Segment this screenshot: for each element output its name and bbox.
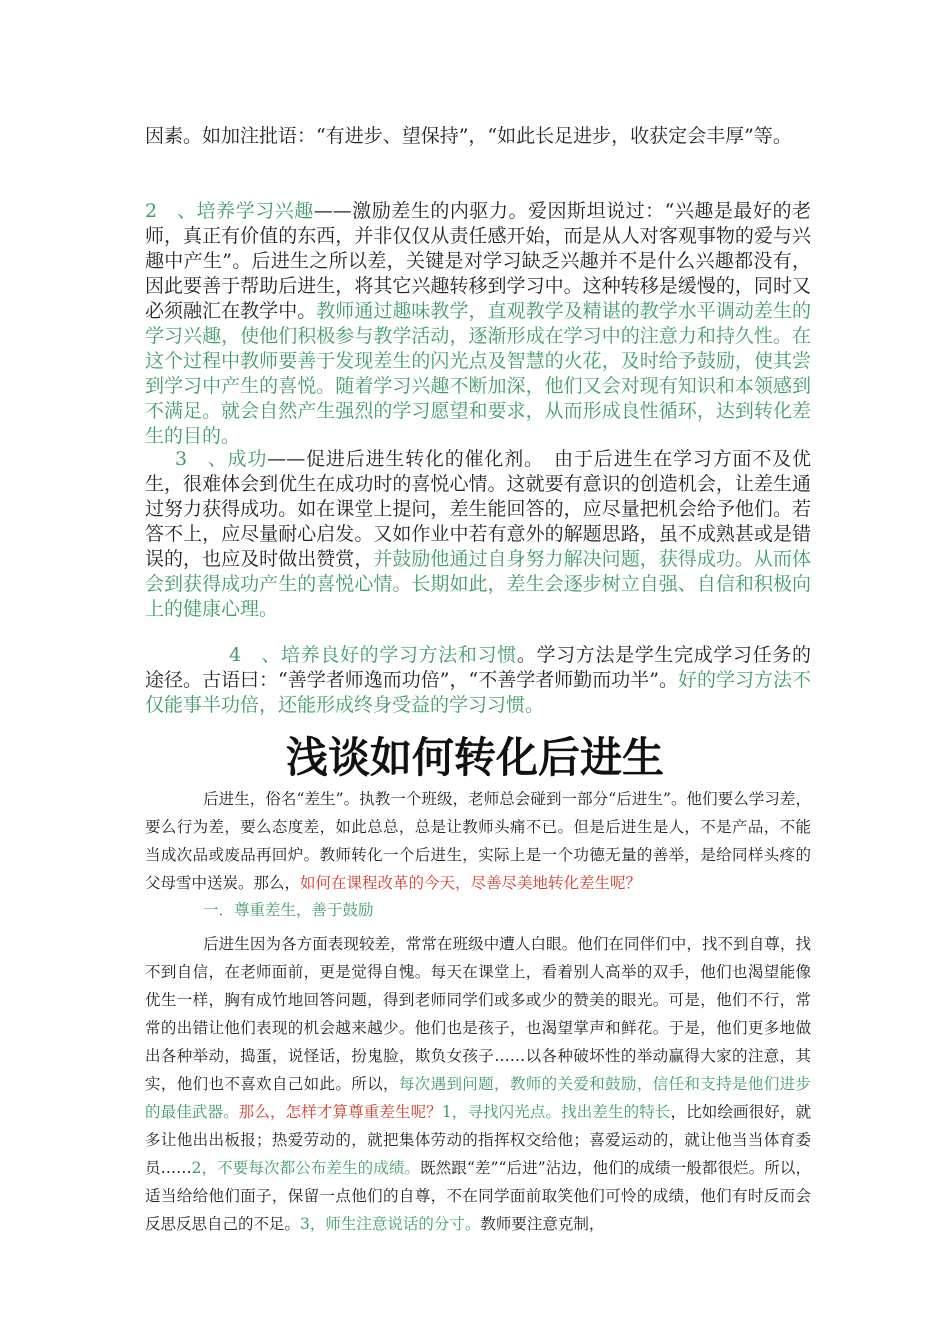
body-point-1: 1，寻找闪光点。找出差生的特长 — [441, 1103, 671, 1121]
body-text-4: 教师要注意克制， — [480, 1215, 605, 1233]
article-title: 浅谈如何转化后进生 — [285, 733, 664, 782]
paragraph-top-text: 因素。如加注批语：“有进步、望保持”，“如此长足进步，收获定会丰厚”等。 — [145, 125, 792, 147]
section-1-heading — [145, 896, 811, 924]
body-text-2: ，比如绘画很好，就多让他出出板报；热爱劳动的，就把集体劳动的指挥权交给他；喜爱运动的，就让他当当体育委员…… — [145, 1103, 811, 1177]
paragraph-4-heading: 培养良好的学习方法和习惯 — [281, 644, 517, 666]
body-text-3: 既然跟“差”“后进”沾边，他们的成绩一般都很烂。所以，适当给给他们面子，保留一点他们的自尊，不在同学面前取笑他们可怜的成绩，他们有时反而会反思反思自己的不足。 — [145, 1159, 811, 1233]
paragraph-2-text: ——激励差生的内驱力。爱因斯坦说过：“兴趣是最好的老师，真正有价值的东西，并非仅仅从责任感开始，而是从人对客观事物的爱与兴趣中产生”。后进生之所以差，关键是对学习缺乏兴趣并不是什么兴趣都没有，因此要善于帮助后进生，将其它兴趣转移到学习中。这种转移是缓慢的，同时又必须融汇在教学中。 — [145, 200, 811, 322]
body-point-3: 3，师生注意说话的分寸。 — [300, 1215, 481, 1233]
section-1-heading-text: 一．尊重差生，善于鼓励 — [203, 901, 374, 919]
body-text-1: 后进生因为各方面表现较差，常常在班级中遭人白眼。他们在同伴们中，找不到自尊，找不到自信，在老师面前，更是觉得自愧。每天在课堂上，看着别人高举的双手，他们也渴望能像优生一样，胸有成竹地回答问题，得到老师同学们或多或少的赞美的眼光。可是，他们不行，常常的出错让他们表现的机会越来越少。他们也是孩子，也渴望掌声和鲜花。于是，他们更多地做出各种举动，捣蛋，说怪话，扮鬼脸，欺负女孩子……以各种破坏性的举动赢得大家的注意，其实，他们也不喜欢自己如此。所以， — [145, 935, 811, 1093]
paragraph-4-highlight: 好的学习方法不仅能事半功倍，还能形成终身受益的学习习惯。 — [145, 669, 811, 716]
intro-paragraph — [145, 785, 811, 897]
paragraph-4-number: 4 、 — [229, 644, 282, 666]
body-paragraph — [145, 930, 811, 1238]
paragraph-2-highlight: 教师通过趣味教学，直观教学及精谌的教学水平调动差生的学习兴趣，使他们积极参与教学活动，逐渐形成在学习中的注意力和持久性。在这个过程中教师要善于发现差生的闪光点及智慧的火花，及时给予鼓励，使其尝到学习中产生的喜悦。随着学习兴趣不断加深，他们又会对现有知识和本领感到不满足。就会自然产生强烈的学习愿望和要求，从而形成良性循环，达到转化差生的目的。 — [145, 300, 811, 447]
paragraph-3-highlight: 并鼓励他通过自身努力解决问题，获得成功。从而体会到获得成功产生的喜悦心情。长期如此，差生会逐步树立自强、自信和积极向上的健康心理。 — [145, 548, 811, 620]
body-highlight-1: 每次遇到问题，教师的关爱和鼓励，信任和支持是他们进步的最佳武器。 — [145, 1075, 811, 1121]
paragraph-4-text: 。学习方法是学生完成学习任务的途径。古语曰：“善学者师逸而功倍”，“不善学者师勤而功半”。 — [145, 644, 811, 691]
paragraph-3-number: 3 、 — [175, 448, 228, 470]
paragraph-2-number: 2 、 — [145, 200, 197, 222]
paragraph-top — [145, 124, 811, 149]
body-question: 那么，怎样才算尊重差生呢？ — [238, 1103, 442, 1121]
paragraph-3-heading: 成功 — [227, 448, 268, 470]
intro-question: 如何在课程改革的今天，尽善尽美地转化差生呢？ — [300, 874, 642, 892]
paragraph-4 — [145, 643, 811, 718]
paragraph-2 — [145, 199, 811, 449]
paragraph-3 — [145, 447, 811, 622]
body-point-2: 2，不要每次都公布差生的成绩。 — [191, 1159, 421, 1177]
intro-text: 后进生，俗名“差生”。执教一个班级，老师总会碰到一部分“后进生”。他们要么学习差，要么行为差，要么态度差，如此总总，总是让教师头痛不已。但是后进生是人，不是产品，不能当成次品或废品再回炉。教师转化一个后进生，实际上是一个功德无量的善举，是给同样头疼的父母雪中送炭。那么， — [145, 790, 811, 892]
paragraph-2-heading: 培养学习兴趣 — [196, 200, 314, 222]
paragraph-3-text: ——促进后进生转化的催化剂。 由于后进生在学习方面不及优生，很难体会到优生在成功时的喜悦心情。这就要有意识的创造机会，让差生通过努力获得成功。如在课堂上提问，差生能回答的，应尽量把机会给予他们。若答不上，应尽量耐心启发。又如作业中若有意外的解题思路，虽不成熟甚或是错误的，也应及时做出赞赏， — [145, 448, 811, 570]
